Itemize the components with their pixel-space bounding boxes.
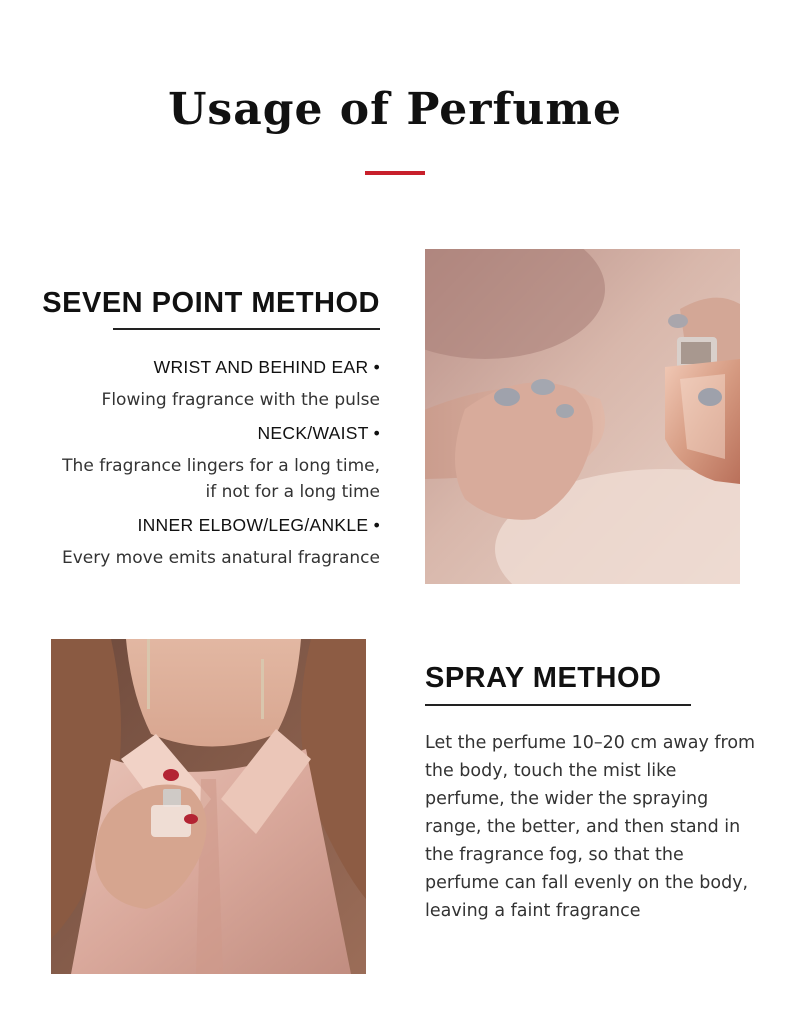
page-title: Usage of Perfume: [168, 84, 622, 135]
seven-point-heading: SEVEN POINT METHOD: [42, 287, 380, 319]
spray-heading: SPRAY METHOD: [425, 662, 662, 694]
seven-point-list: [0, 355, 380, 579]
wrist-perfume-photo: [425, 249, 740, 584]
point-description-elbow: Every move emits anatural fragrance: [61, 548, 380, 568]
point-description-neck: The fragrance lingers for a long time, if not for a long time: [62, 456, 380, 502]
point-label-neck: NECK/WAIST •: [0, 421, 380, 445]
point-label-wrist: WRIST AND BEHIND EAR •: [0, 355, 380, 379]
spray-description: Let the perfume 10–20 cm away from the body, touch the mist like perfume, the wider the spraying range, the better, and then stand in the fragrance fog, so that the perfume can fall evenly on the body, leaving a faint fragrance: [425, 733, 756, 921]
point-description-wrist: Flowing fragrance with the pulse: [101, 390, 380, 410]
spray-divider: [425, 704, 691, 706]
seven-point-divider: [113, 328, 380, 330]
neck-perfume-photo: [51, 639, 366, 974]
title-accent-divider: [365, 171, 425, 175]
point-label-elbow: INNER ELBOW/LEG/ANKLE •: [0, 513, 380, 537]
